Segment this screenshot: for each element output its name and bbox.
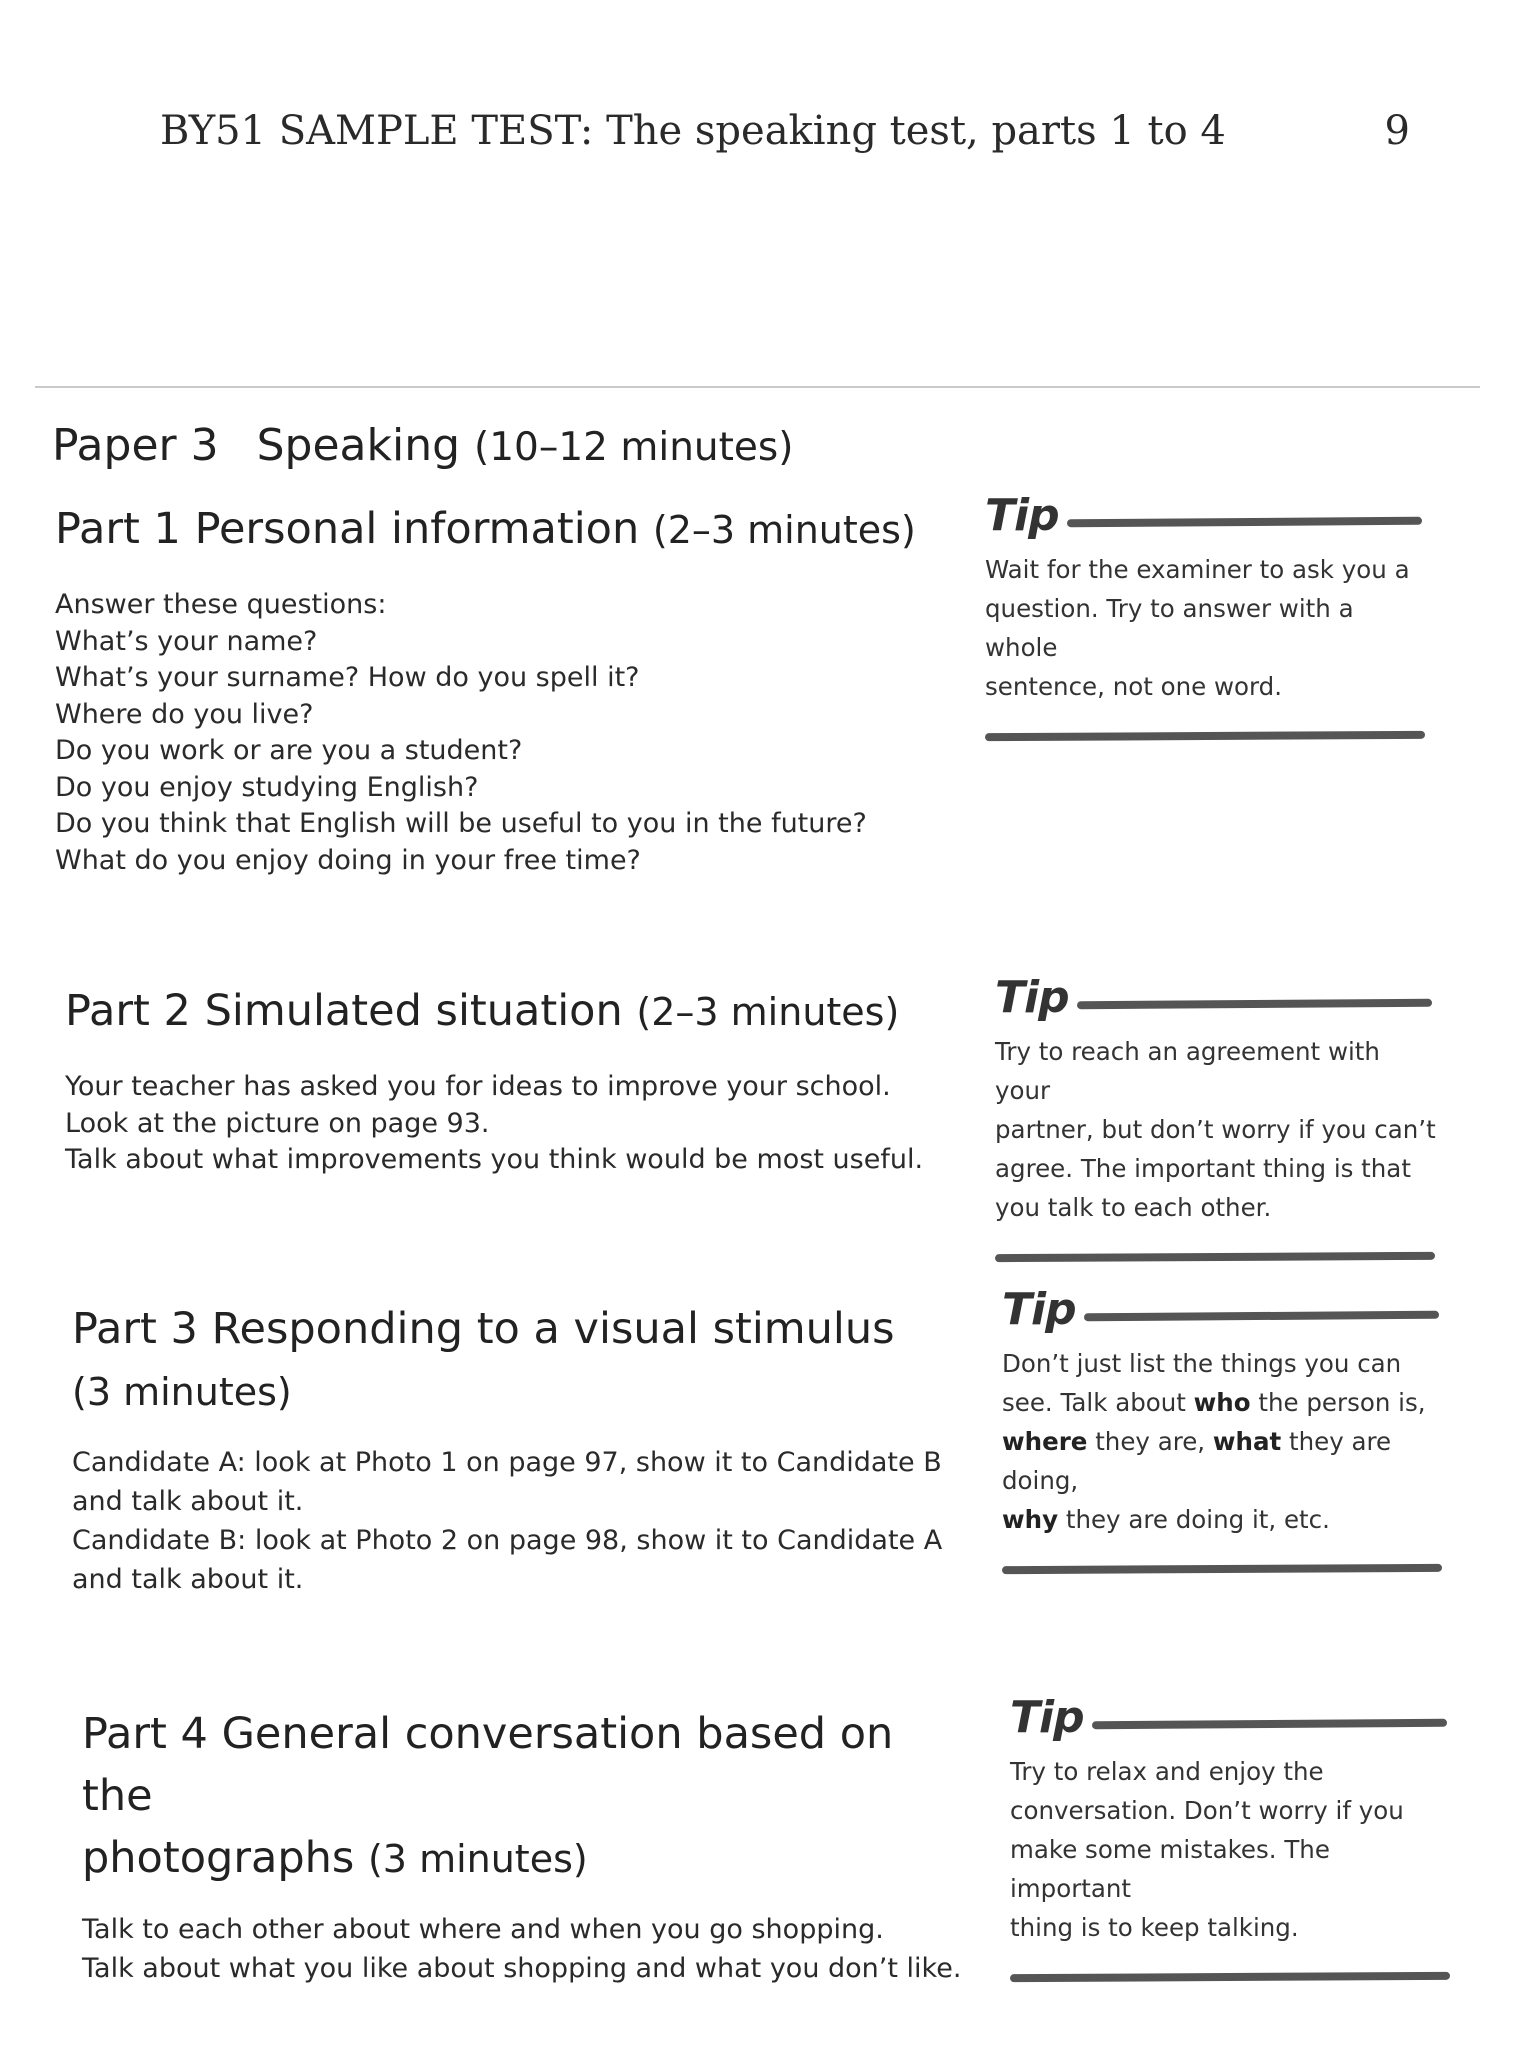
tip-stroke — [985, 731, 1425, 741]
part-2-line: Talk about what improvements you think would be most useful. — [65, 1144, 924, 1175]
part-1-line: Do you enjoy studying English? — [55, 771, 479, 803]
tip-stroke — [1010, 1972, 1450, 1982]
tip-line: agree. The important thing is that — [995, 1154, 1411, 1183]
part-4-instructions — [82, 1910, 962, 1988]
part-3-line: Candidate B: look at Photo 2 on page 98, show it to Candidate A — [72, 1525, 943, 1556]
part-4-section — [82, 1703, 962, 1988]
part-1-line: Answer these questions: — [55, 589, 387, 620]
part-1-heading — [55, 498, 935, 561]
tip-text-run: they are doing it, etc. — [1058, 1505, 1330, 1534]
tip-line: conversation. Don’t worry if you — [1010, 1796, 1404, 1825]
part-4-duration: (3 minutes) — [367, 1837, 588, 1881]
part-4-title-line1: Part 4 General conversation based on the — [82, 1709, 894, 1821]
part-2-heading — [65, 980, 945, 1043]
tip-line: Don’t just list the things you can — [1002, 1349, 1402, 1378]
part-1-duration: (2–3 minutes) — [652, 508, 916, 552]
part-3-heading — [72, 1298, 952, 1423]
tip-label: Tip — [1010, 1692, 1084, 1743]
part-1-questions — [55, 587, 935, 879]
tip-stroke — [995, 1252, 1435, 1262]
tip-text-run: see. Talk about — [1002, 1388, 1194, 1417]
part-4-line: Talk about what you like about shopping and what you don’t like. — [82, 1953, 962, 1984]
part-1-line: What’s your surname? How do you spell it? — [55, 662, 640, 693]
part-4-title-line2: photographs — [82, 1833, 355, 1883]
tip-stroke — [1067, 517, 1422, 527]
tip-stroke — [1002, 1564, 1442, 1574]
tip-line: partner, but don’t worry if you can’t — [995, 1115, 1436, 1144]
part-1-line: Where do you live? — [55, 698, 314, 730]
tip-text-run: they are doing, — [1002, 1427, 1392, 1495]
tip-4-text — [1010, 1752, 1455, 1947]
page-number: 9 — [1384, 108, 1410, 154]
part-1-title: Part 1 Personal information — [55, 504, 640, 554]
part-4-heading — [82, 1703, 962, 1890]
tip-text-run: the person is, — [1250, 1388, 1426, 1417]
tip-label: Tip — [995, 972, 1069, 1023]
tip-box-3 — [1002, 1284, 1447, 1573]
paper-duration: (10–12 minutes) — [474, 425, 794, 470]
paper-label: Paper 3 — [52, 420, 219, 471]
tip-line: Try to reach an agreement with your — [995, 1037, 1380, 1105]
part-2-duration: (2–3 minutes) — [636, 990, 900, 1034]
part-3-duration: (3 minutes) — [72, 1370, 292, 1414]
tip-stroke — [1092, 1719, 1447, 1729]
tip-2-text — [995, 1032, 1440, 1227]
tip-1-text — [985, 550, 1430, 706]
page-header — [160, 108, 1410, 168]
tip-label: Tip — [985, 490, 1059, 541]
part-1-line: What’s your name? — [55, 625, 318, 657]
tip-box-2 — [995, 972, 1440, 1261]
tip-text-run: they are, — [1087, 1427, 1213, 1456]
part-3-title: Part 3 Responding to a visual stimulus — [72, 1304, 895, 1354]
part-3-instructions — [72, 1443, 952, 1599]
tip-line — [1002, 1383, 1447, 1422]
tip-line: thing is to keep talking. — [1010, 1913, 1299, 1942]
tip-3-text — [1002, 1344, 1447, 1539]
tip-line: make some mistakes. The important — [1010, 1835, 1330, 1903]
header-divider — [35, 386, 1480, 388]
part-1-line: What do you enjoy doing in your free time? — [55, 844, 641, 876]
part-2-section — [65, 980, 945, 1179]
part-3-line: and talk about it. — [72, 1486, 304, 1517]
part-2-instructions — [65, 1069, 945, 1179]
tip-line — [1002, 1500, 1447, 1539]
paper-heading — [52, 420, 793, 471]
tip-emphasis: what — [1212, 1427, 1282, 1456]
tip-box-4 — [1010, 1692, 1455, 1981]
tip-line — [1002, 1422, 1447, 1500]
part-1-line: Do you work or are you a student? — [55, 735, 523, 766]
tip-stroke — [1077, 999, 1432, 1009]
part-3-line: Candidate A: look at Photo 1 on page 97, show it to Candidate B — [72, 1447, 942, 1478]
tip-emphasis: who — [1193, 1388, 1251, 1417]
tip-line: Wait for the examiner to ask you a — [985, 555, 1410, 584]
part-2-title: Part 2 Simulated situation — [65, 986, 623, 1036]
tip-line: question. Try to answer with a whole — [985, 594, 1354, 662]
header-title: BY51 SAMPLE TEST: The speaking test, parts 1 to 4 — [160, 108, 1226, 154]
tip-line: sentence, not one word. — [985, 672, 1282, 701]
tip-label: Tip — [1002, 1284, 1076, 1335]
tip-line: you talk to each other. — [995, 1193, 1272, 1222]
part-2-line: Look at the picture on page 93. — [65, 1107, 490, 1139]
tip-box-1 — [985, 490, 1430, 740]
part-1-section — [55, 498, 935, 879]
paper-name: Speaking — [256, 420, 461, 471]
tip-emphasis: where — [1002, 1427, 1088, 1456]
part-2-line: Your teacher has asked you for ideas to improve your school. — [65, 1071, 891, 1102]
tip-line: Try to relax and enjoy the — [1010, 1757, 1324, 1786]
tip-stroke — [1084, 1311, 1439, 1321]
part-3-section — [72, 1298, 952, 1599]
part-3-line: and talk about it. — [72, 1564, 304, 1595]
tip-emphasis: why — [1002, 1505, 1059, 1534]
part-4-line: Talk to each other about where and when you go shopping. — [82, 1914, 884, 1945]
part-1-line: Do you think that English will be useful to you in the future? — [55, 808, 867, 839]
